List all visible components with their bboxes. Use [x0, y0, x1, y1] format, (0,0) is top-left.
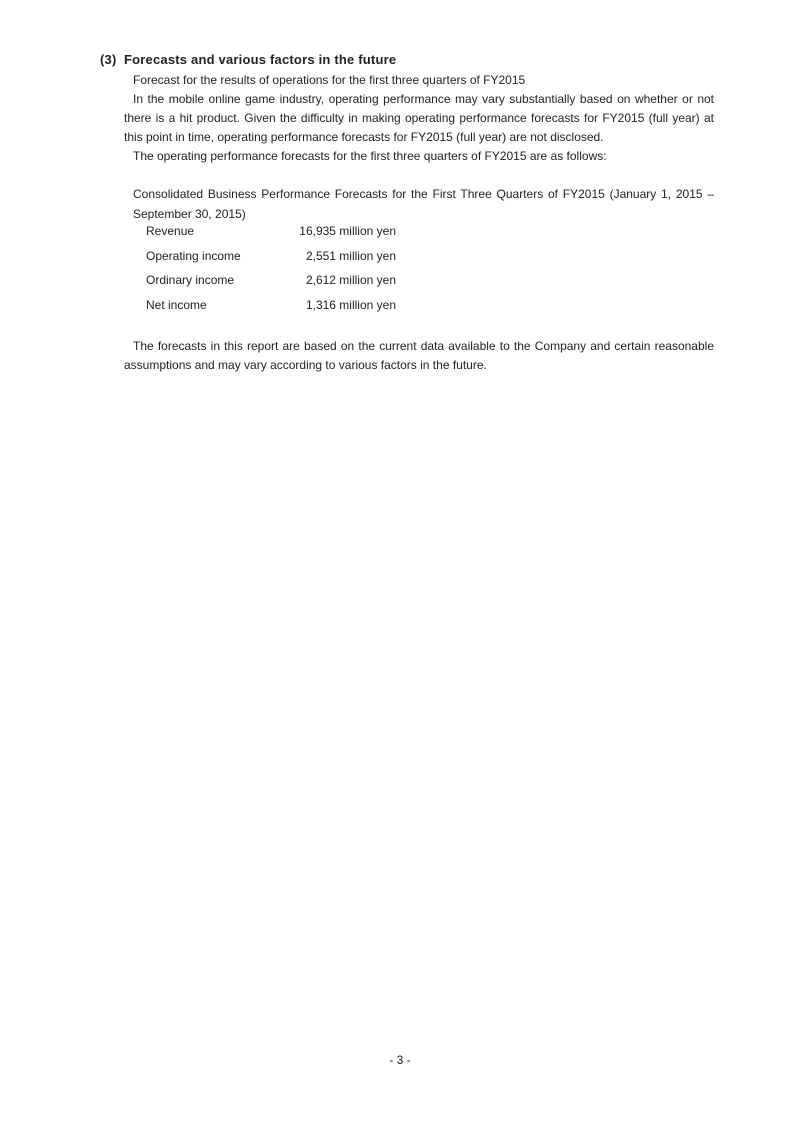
table-row: [146, 224, 396, 249]
operating-income-label: Operating income: [146, 248, 241, 263]
table-row: [146, 298, 396, 323]
net-income-value: 1,316 million yen: [305, 297, 396, 312]
forecast-table-caption: Consolidated Business Performance Forecasts for the First Three Quarters of FY2015 (January 1, 2015 – September 30, 2015): [133, 187, 714, 221]
table-row: [146, 249, 396, 274]
forecast-subheading: Forecast for the results of operations for the first three quarters of FY2015: [133, 73, 526, 87]
net-income-label: Net income: [146, 297, 207, 312]
closing-paragraph: The forecasts in this report are based on the current data available to the Company and certain reasonable assumptions and may vary according to various factors in the future.: [124, 339, 714, 372]
ordinary-income-label: Ordinary income: [146, 273, 235, 287]
section-heading: [100, 52, 396, 67]
table-row: [146, 273, 396, 298]
revenue-value: 16,935 million yen: [299, 224, 396, 238]
section-title: Forecasts and various factors in the future: [124, 52, 397, 67]
page-number: - 3 -: [389, 1053, 411, 1067]
forecast-intro-paragraph: The operating performance forecasts for the first three quarters of FY2015 are as follows:: [133, 149, 607, 163]
section-number: (3): [100, 52, 117, 67]
industry-paragraph: In the mobile online game industry, operating performance may vary substantially based on whether or not there is a hit product. Given the difficulty in making operating performance forecasts for FY2015 (full year) at this point in time, operating performance forecasts for FY2015 (full year) are not disclosed.: [124, 92, 714, 144]
operating-income-value: 2,551 million yen: [305, 248, 396, 263]
forecast-table: [146, 224, 396, 322]
ordinary-income-value: 2,612 million yen: [305, 273, 396, 287]
revenue-label: Revenue: [146, 224, 195, 238]
